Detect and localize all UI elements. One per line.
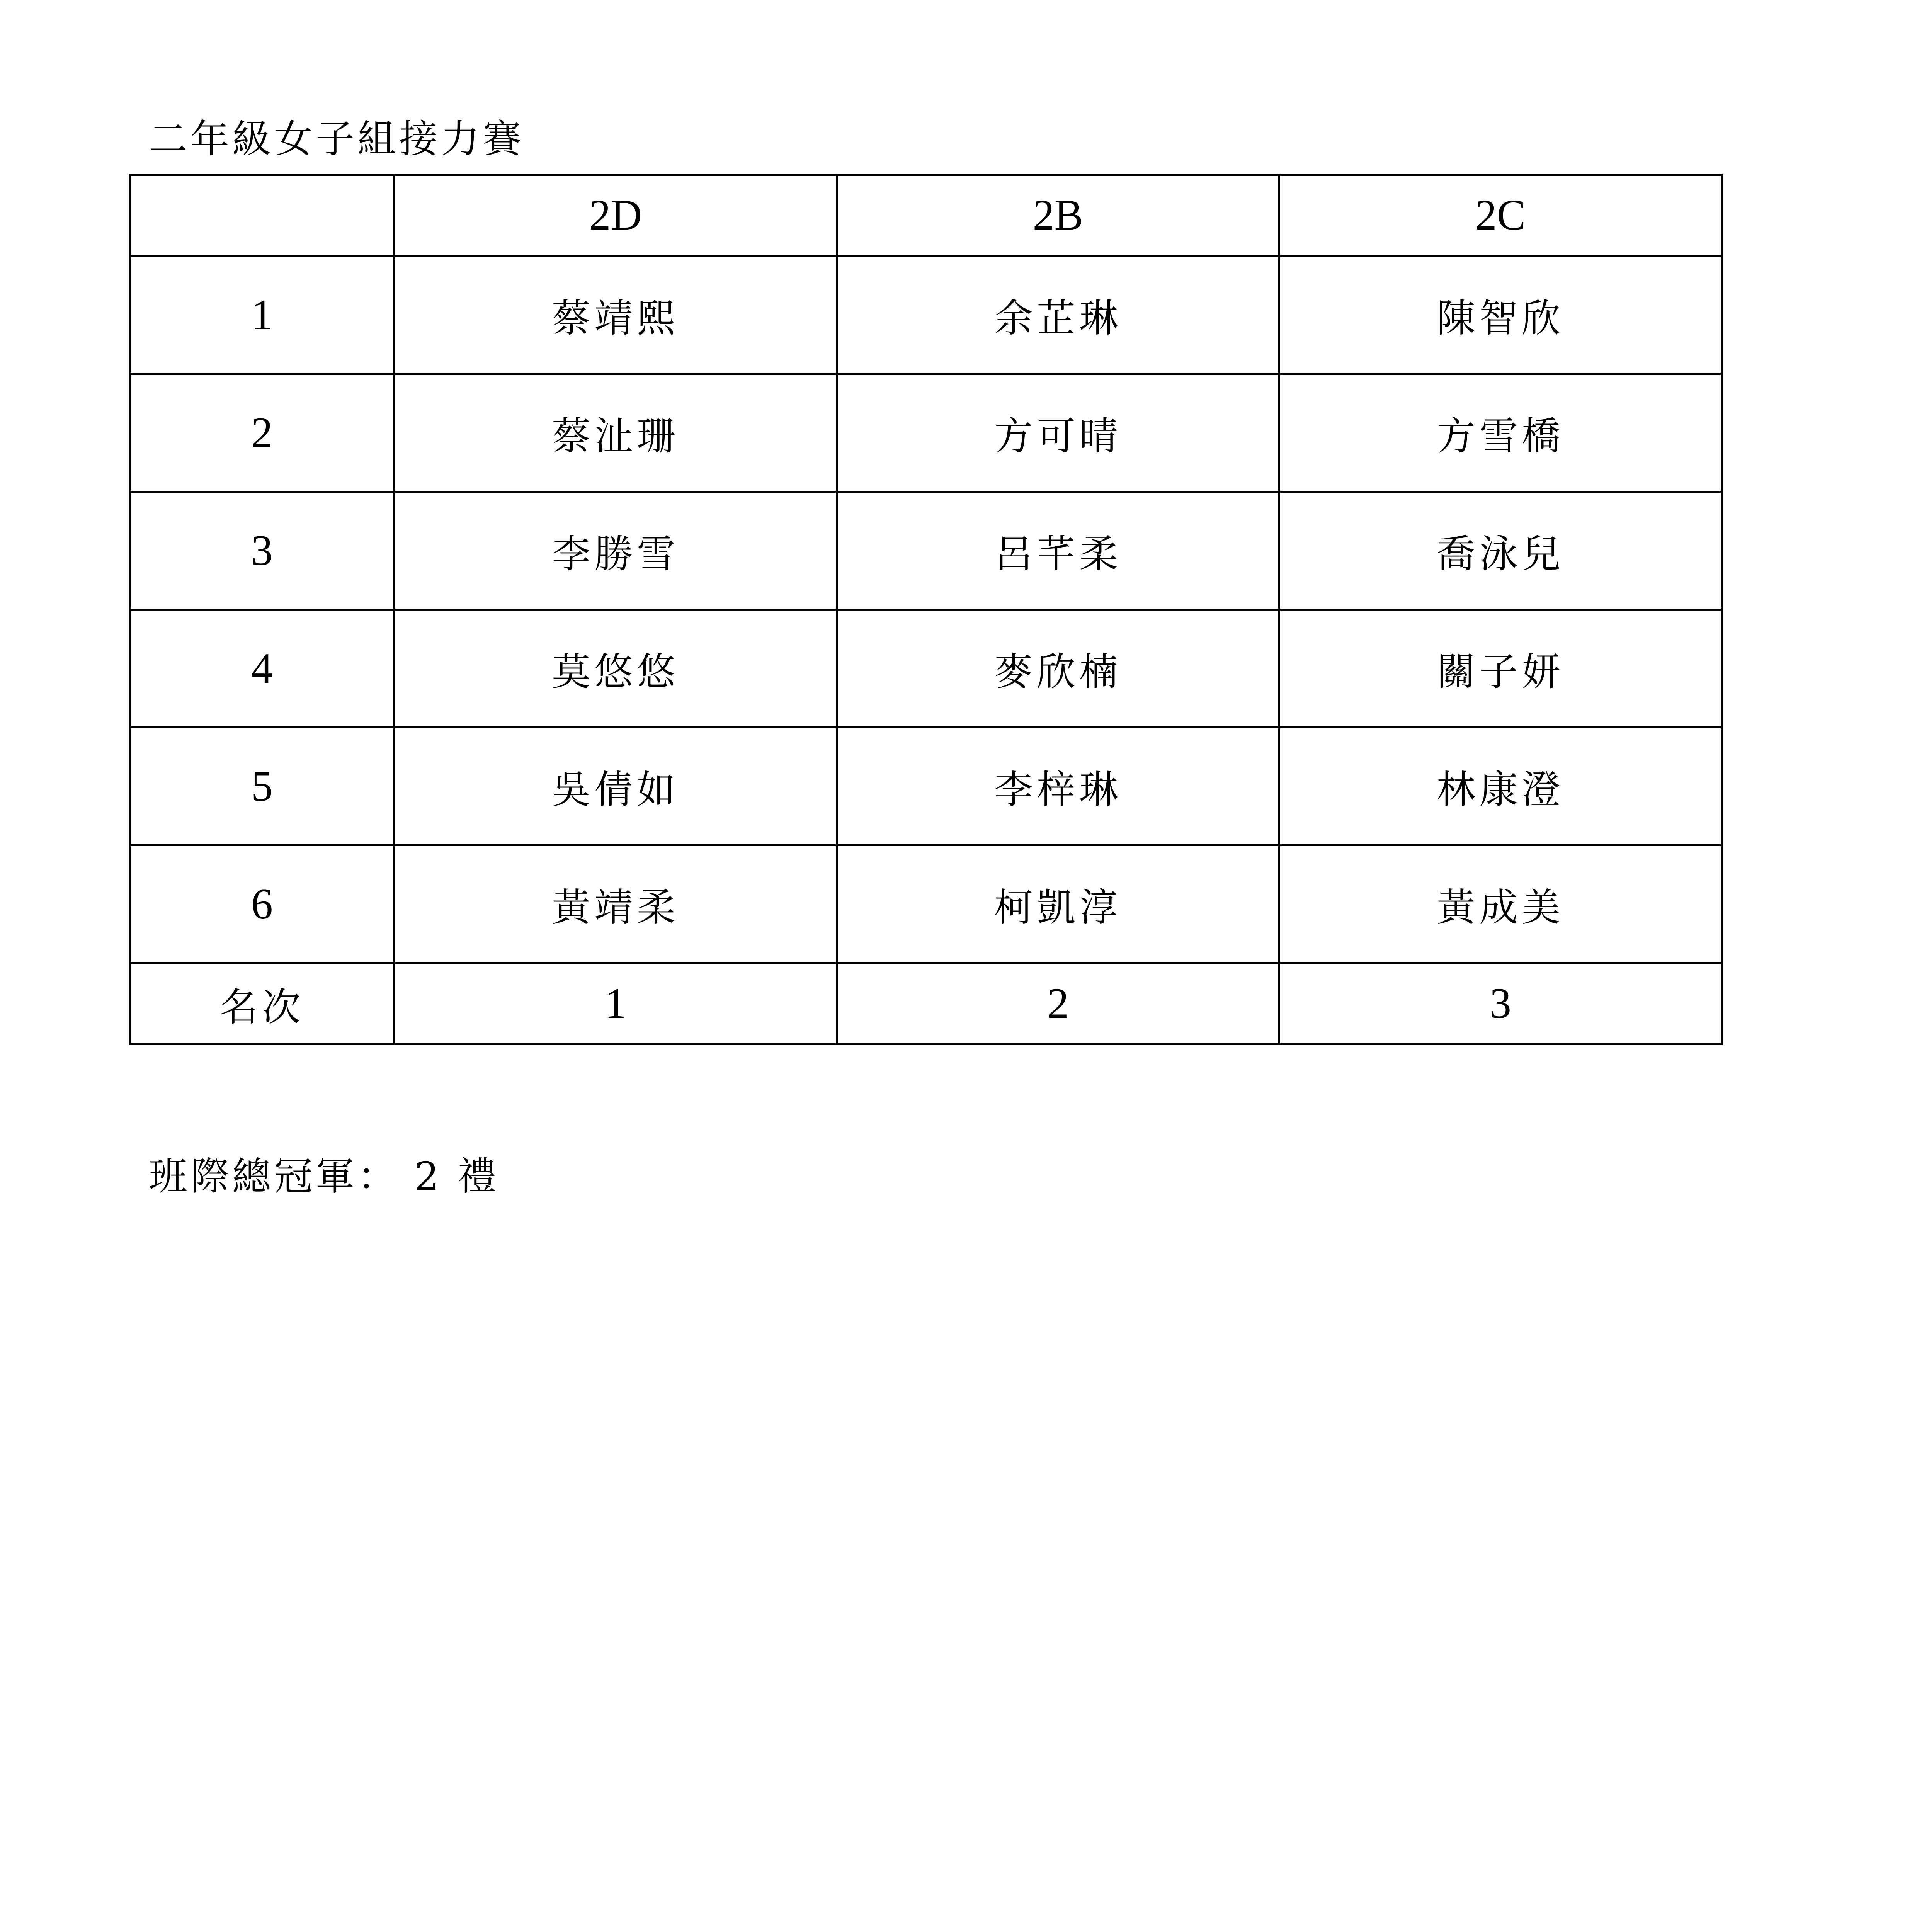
page-title: 二年級女子組接力賽 <box>149 116 524 162</box>
rank-row <box>130 963 1722 1044</box>
runner-name: 蔡靖熙 <box>395 256 837 374</box>
runner-name: 陳智欣 <box>1279 256 1722 374</box>
table-row <box>130 492 1722 610</box>
runner-name: 黃成美 <box>1279 845 1722 963</box>
table-row <box>130 728 1722 845</box>
runner-name: 莫悠悠 <box>395 610 837 728</box>
leg-number: 5 <box>130 728 395 845</box>
overall-champion-text: 班際總冠軍： 2 禮 <box>149 1154 500 1199</box>
column-header-class: 2C <box>1279 175 1722 256</box>
runner-name: 方雪橋 <box>1279 374 1722 492</box>
rank-value: 1 <box>395 963 837 1044</box>
runner-name: 呂芊柔 <box>837 492 1279 610</box>
rank-value: 2 <box>837 963 1279 1044</box>
runner-name: 林康澄 <box>1279 728 1722 845</box>
rank-label: 名次 <box>130 963 395 1044</box>
table-corner-cell <box>130 175 395 256</box>
runner-name: 黃靖柔 <box>395 845 837 963</box>
leg-number: 2 <box>130 374 395 492</box>
runner-name: 吳倩如 <box>395 728 837 845</box>
leg-number: 6 <box>130 845 395 963</box>
relay-results-table <box>129 174 1723 1045</box>
leg-number: 4 <box>130 610 395 728</box>
runner-name: 李勝雪 <box>395 492 837 610</box>
runner-name: 麥欣楠 <box>837 610 1279 728</box>
rank-value: 3 <box>1279 963 1722 1044</box>
runner-name: 蔡沚珊 <box>395 374 837 492</box>
leg-number: 3 <box>130 492 395 610</box>
column-header-class: 2B <box>837 175 1279 256</box>
table-row <box>130 845 1722 963</box>
table-row <box>130 374 1722 492</box>
table-header-row <box>130 175 1722 256</box>
runner-name: 方可晴 <box>837 374 1279 492</box>
runner-name: 關子妍 <box>1279 610 1722 728</box>
runner-name: 喬泳兒 <box>1279 492 1722 610</box>
column-header-class: 2D <box>395 175 837 256</box>
table-row <box>130 610 1722 728</box>
runner-name: 柯凱淳 <box>837 845 1279 963</box>
runner-name: 李梓琳 <box>837 728 1279 845</box>
runner-name: 余芷琳 <box>837 256 1279 374</box>
leg-number: 1 <box>130 256 395 374</box>
table-row <box>130 256 1722 374</box>
